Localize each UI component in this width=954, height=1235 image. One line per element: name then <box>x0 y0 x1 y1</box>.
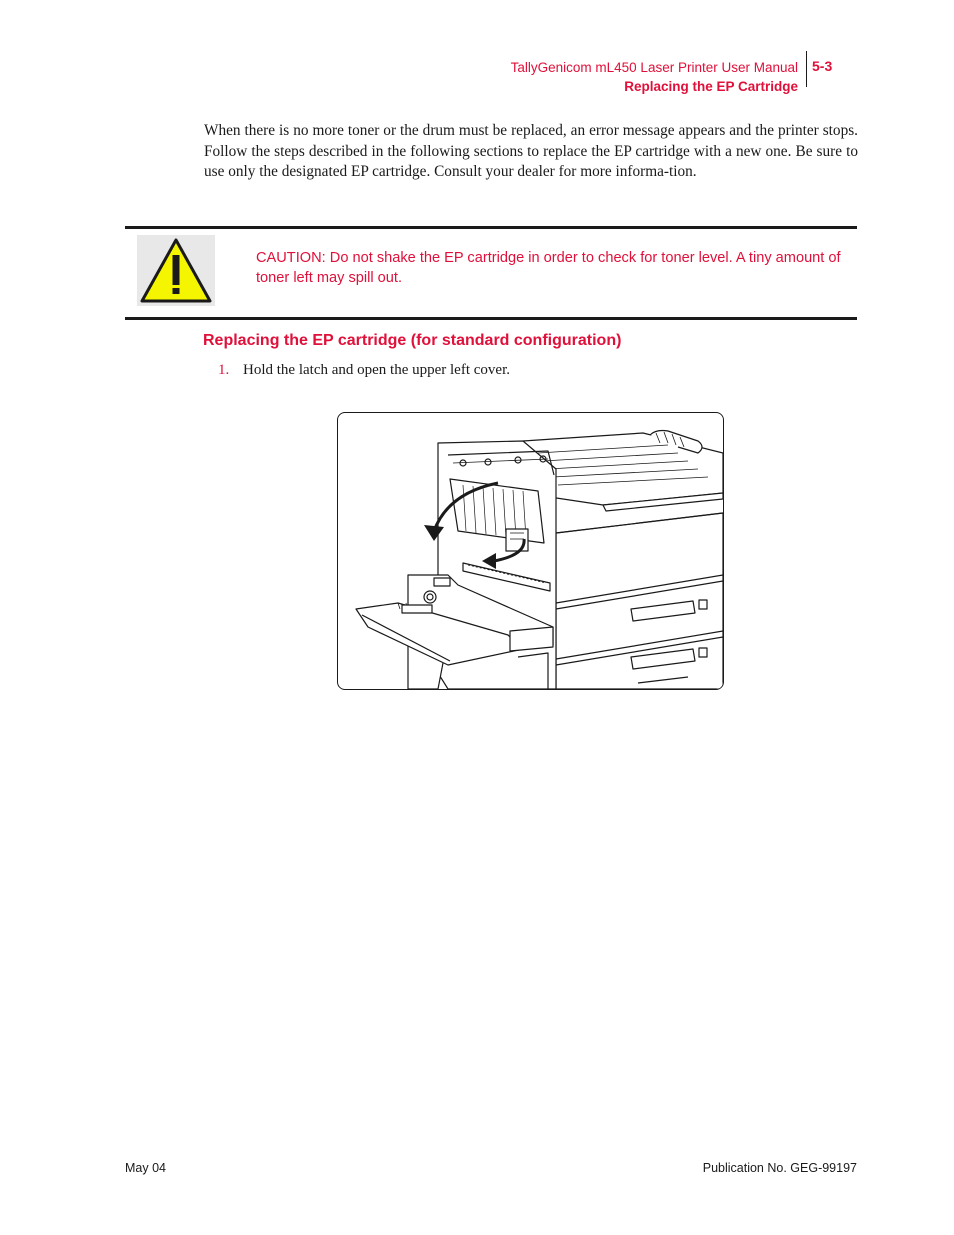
step-item <box>218 362 510 379</box>
warning-triangle-icon <box>137 235 215 306</box>
manual-title: TallyGenicom mL450 Laser Printer User Manual <box>510 60 798 75</box>
footer-publication: Publication No. GEG-99197 <box>702 1161 857 1175</box>
caution-bottom-rule <box>125 317 857 320</box>
caution-text: CAUTION: Do not shake the EP cartridge in order to check for toner level. A tiny amount of toner left may spill out. <box>256 250 841 286</box>
step-text: Hold the latch and open the upper left cover. <box>243 362 510 378</box>
footer-date: May 04 <box>125 1161 166 1175</box>
intro-paragraph: When there is no more toner or the drum must be replaced, an error message appears and the printer stops. Follow the steps described in the following sections to replace the EP cartridge with a new one. Be sure to use only the designated EP cartridge. Consult your dealer for more informa-tion. <box>204 122 858 181</box>
header-divider <box>806 51 807 87</box>
printer-illustration <box>337 412 724 690</box>
section-heading: Replacing the EP cartridge (for standard configuration) <box>203 332 622 349</box>
step-number: 1. <box>218 362 230 378</box>
page-number: 5-3 <box>812 58 833 74</box>
section-title: Replacing the EP Cartridge <box>624 79 798 94</box>
header-title-block <box>511 58 798 96</box>
caution-top-rule <box>125 226 857 229</box>
